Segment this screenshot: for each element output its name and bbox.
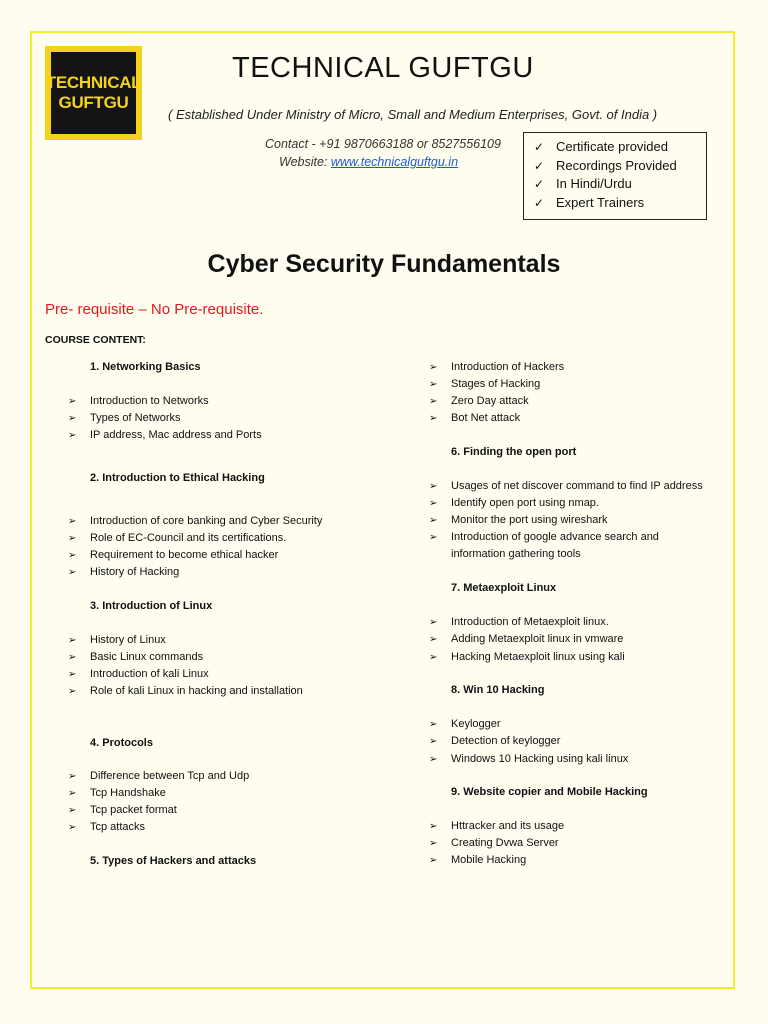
arrow-bullet-icon: ➢ <box>68 771 77 782</box>
feature-item: ✓ Certificate provided <box>556 138 706 157</box>
list-item: Zero Day attack <box>451 395 529 407</box>
arrow-bullet-icon: ➢ <box>68 533 77 544</box>
feature-item: ✓ In Hindi/Urdu <box>556 175 706 194</box>
arrow-bullet-icon: ➢ <box>68 805 77 816</box>
left-section-heading: 4. Protocols <box>90 737 153 749</box>
arrow-bullet-icon: ➢ <box>68 669 77 680</box>
arrow-bullet-icon: ➢ <box>68 567 77 578</box>
list-item: Introduction to Networks <box>90 395 209 407</box>
arrow-bullet-icon: ➢ <box>429 379 438 390</box>
feature-item: ✓ Expert Trainers <box>556 194 706 213</box>
left-section-heading: 2. Introduction to Ethical Hacking <box>90 472 265 484</box>
arrow-bullet-icon: ➢ <box>68 822 77 833</box>
arrow-bullet-icon: ➢ <box>429 617 438 628</box>
list-item: Creating Dvwa Server <box>451 837 559 849</box>
arrow-bullet-icon: ➢ <box>429 855 438 866</box>
right-section-heading: 7. Metaexploit Linux <box>451 582 557 594</box>
prerequisite-text: Pre- requisite – No Pre-requisite. <box>45 301 264 318</box>
list-item: Adding Metaexploit linux in vmware <box>451 633 624 645</box>
arrow-bullet-icon: ➢ <box>68 430 77 441</box>
list-item: Bot Net attack <box>451 412 521 424</box>
course-content-label: COURSE CONTENT: <box>45 334 146 346</box>
arrow-bullet-icon: ➢ <box>68 516 77 527</box>
list-item: Windows 10 Hacking using kali linux <box>451 753 629 765</box>
list-item: information gathering tools <box>451 548 581 560</box>
list-item: IP address, Mac address and Ports <box>90 429 262 441</box>
right-section-heading: 8. Win 10 Hacking <box>451 684 545 696</box>
logo-line-1: TECHNICAL <box>45 73 142 92</box>
list-item: Introduction of kali Linux <box>90 668 209 680</box>
arrow-bullet-icon: ➢ <box>429 821 438 832</box>
established-note: ( Established Under Ministry of Micro, Small and Medium Enterprises, Govt. of India ) <box>168 107 658 122</box>
list-item: History of Linux <box>90 634 166 646</box>
list-item: Introduction of core banking and Cyber Security <box>90 515 323 527</box>
arrow-bullet-icon: ➢ <box>429 532 438 543</box>
arrow-bullet-icon: ➢ <box>429 838 438 849</box>
website-line <box>279 155 458 169</box>
list-item: Introduction of Metaexploit linux. <box>451 616 609 628</box>
list-item: Mobile Hacking <box>451 854 527 866</box>
list-item: Introduction of Hackers <box>451 361 565 373</box>
contact-info: Contact - +91 9870663188 or 8527556109 <box>265 137 501 151</box>
list-item: Tcp attacks <box>90 821 146 833</box>
list-item: Role of kali Linux in hacking and installation <box>90 685 303 697</box>
document-title: Cyber Security Fundamentals <box>207 250 561 278</box>
right-section-heading: 9. Website copier and Mobile Hacking <box>451 786 648 798</box>
list-item: Keylogger <box>451 718 501 730</box>
arrow-bullet-icon: ➢ <box>429 413 438 424</box>
arrow-bullet-icon: ➢ <box>429 652 438 663</box>
logo-line-2: GUFTGU <box>58 93 129 112</box>
list-item: Hacking Metaexploit linux using kali <box>451 651 625 663</box>
arrow-bullet-icon: ➢ <box>68 550 77 561</box>
left-section-heading: 5. Types of Hackers and attacks <box>90 855 257 867</box>
list-item: Monitor the port using wireshark <box>451 514 608 526</box>
website-link[interactable]: www.technicalguftgu.in <box>330 155 459 169</box>
brand-title: TECHNICAL GUFTGU <box>232 52 534 84</box>
list-item: Usages of net discover command to find IP address <box>451 480 703 492</box>
list-item: Httracker and its usage <box>451 820 565 832</box>
list-item: Tcp packet format <box>90 804 177 816</box>
list-item: Tcp Handshake <box>90 787 166 799</box>
list-item: Difference between Tcp and Udp <box>90 770 250 782</box>
arrow-bullet-icon: ➢ <box>429 719 438 730</box>
list-item: Identify open port using nmap. <box>451 497 599 509</box>
arrow-bullet-icon: ➢ <box>68 652 77 663</box>
arrow-bullet-icon: ➢ <box>429 634 438 645</box>
right-section-heading: 6. Finding the open port <box>451 446 577 458</box>
list-item: Detection of keylogger <box>451 735 561 747</box>
technical-guftgu-logo <box>45 46 142 140</box>
website-label: Website: <box>279 155 331 169</box>
feature-item: ✓ Recordings Provided <box>556 157 706 176</box>
arrow-bullet-icon: ➢ <box>429 396 438 407</box>
arrow-bullet-icon: ➢ <box>68 788 77 799</box>
arrow-bullet-icon: ➢ <box>68 635 77 646</box>
arrow-bullet-icon: ➢ <box>429 736 438 747</box>
arrow-bullet-icon: ➢ <box>68 396 77 407</box>
list-item: Requirement to become ethical hacker <box>90 549 279 561</box>
arrow-bullet-icon: ➢ <box>429 362 438 373</box>
list-item: Stages of Hacking <box>451 378 541 390</box>
arrow-bullet-icon: ➢ <box>429 754 438 765</box>
list-item: Types of Networks <box>90 412 181 424</box>
arrow-bullet-icon: ➢ <box>429 515 438 526</box>
features-box <box>523 132 707 220</box>
list-item: Introduction of google advance search and <box>451 531 659 543</box>
list-item: Role of EC-Council and its certifications. <box>90 532 287 544</box>
list-item: History of Hacking <box>90 566 180 578</box>
left-section-heading: 3. Introduction of Linux <box>90 600 213 612</box>
arrow-bullet-icon: ➢ <box>68 413 77 424</box>
arrow-bullet-icon: ➢ <box>429 481 438 492</box>
logo-inner <box>45 52 142 134</box>
arrow-bullet-icon: ➢ <box>68 686 77 697</box>
left-section-heading: 1. Networking Basics <box>90 361 201 373</box>
list-item: Basic Linux commands <box>90 651 204 663</box>
arrow-bullet-icon: ➢ <box>429 498 438 509</box>
